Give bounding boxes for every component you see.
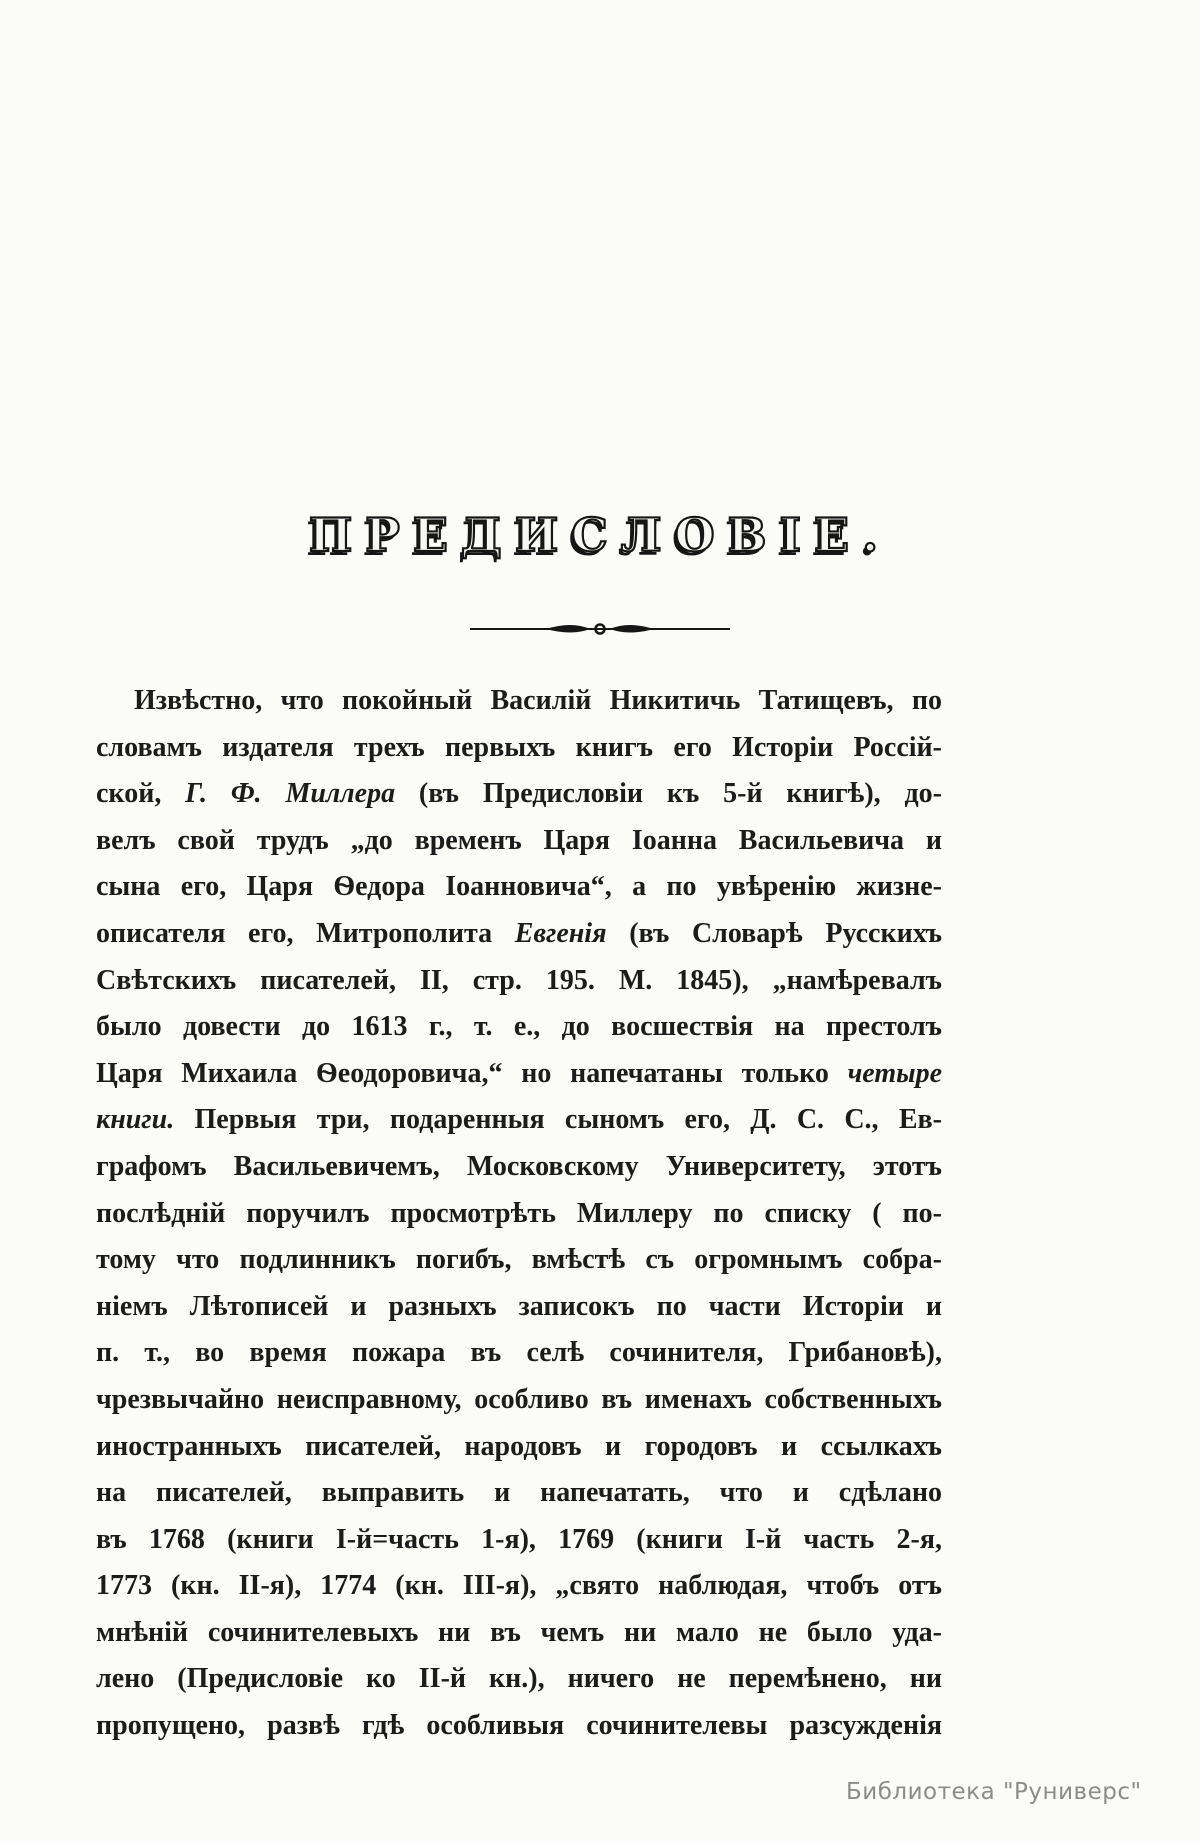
text-line bbox=[96, 1051, 942, 1098]
text-line bbox=[96, 771, 942, 818]
text-segment: пропущено, развѣ гдѣ особливыя сочинителевы разсужденія bbox=[96, 1710, 942, 1742]
text-line bbox=[96, 1424, 942, 1471]
text-line bbox=[96, 818, 942, 865]
text-line bbox=[96, 1517, 942, 1564]
text-segment: на писателей, выправить и напечатать, что и сдѣлано bbox=[96, 1477, 942, 1509]
text-segment: тому что подлинникъ погибъ, вмѣстѣ съ огромнымъ собра- bbox=[96, 1244, 942, 1276]
text-segment: сына его, Царя Ѳедора Іоанновича“, а по увѣренію жизне- bbox=[96, 871, 942, 903]
text-segment: 1773 (кн. II-я), 1774 (кн. III-я), „свято наблюдая, чтобъ отъ bbox=[96, 1570, 942, 1602]
text-line bbox=[96, 1097, 942, 1144]
text-segment: Свѣтскихъ писателей, II, стр. 195. М. 1845), „намѣревалъ bbox=[96, 964, 942, 996]
text-line bbox=[96, 1703, 942, 1750]
text-segment: (въ Словарѣ Русскихъ bbox=[606, 917, 942, 949]
preface-paragraph bbox=[96, 678, 942, 1750]
text-segment: словамъ издателя трехъ первыхъ книгъ его Исторіи Россій- bbox=[96, 731, 942, 763]
text-segment: описателя его, Митрополита bbox=[96, 917, 515, 949]
text-line bbox=[96, 1377, 942, 1424]
text-line bbox=[96, 864, 942, 911]
italic-text-segment: книги. bbox=[96, 1104, 175, 1136]
text-line bbox=[96, 1610, 942, 1657]
text-segment: лено (Предисловіе ко II-й кн.), ничего не перемѣнено, ни bbox=[96, 1663, 942, 1695]
text-line bbox=[96, 958, 942, 1005]
divider-ornament-icon bbox=[450, 616, 750, 642]
italic-text-segment: Г. Ф. Миллера bbox=[185, 778, 396, 810]
text-line bbox=[96, 725, 942, 772]
text-line bbox=[96, 1330, 942, 1377]
text-segment: въ 1768 (книги I-й=часть 1-я), 1769 (книги I-й часть 2-я, bbox=[96, 1523, 942, 1555]
text-segment: послѣдній поручилъ просмотрѣть Миллеру по списку ( по- bbox=[96, 1197, 942, 1229]
text-segment: Царя Михаила Ѳеодоровича,“ но напечатаны только bbox=[96, 1057, 848, 1089]
text-line bbox=[96, 1470, 942, 1517]
text-segment: мнѣній сочинителевыхъ ни въ чемъ ни мало не было уда- bbox=[96, 1616, 942, 1648]
text-line bbox=[96, 1191, 942, 1238]
text-segment: было довести до 1613 г., т. е., до восшествія на престолъ bbox=[96, 1011, 942, 1043]
text-line bbox=[96, 1144, 942, 1191]
text-line bbox=[96, 678, 942, 725]
text-segment: п. т., во время пожара въ селѣ сочинителя, Грибановѣ), bbox=[96, 1337, 942, 1369]
page-title: ПРЕДИСЛОВІЕ. bbox=[308, 508, 892, 562]
text-line bbox=[96, 1237, 942, 1284]
italic-text-segment: четыре bbox=[847, 1057, 942, 1089]
text-segment: иностранныхъ писателей, народовъ и городовъ и ссылкахъ bbox=[96, 1430, 942, 1462]
text-line bbox=[96, 1284, 942, 1331]
page-title-row bbox=[0, 508, 1200, 562]
text-line bbox=[96, 1004, 942, 1051]
section-divider bbox=[0, 616, 1200, 647]
text-line bbox=[96, 1656, 942, 1703]
italic-text-segment: Евгенія bbox=[514, 917, 607, 949]
text-segment: ніемъ Лѣтописей и разныхъ записокъ по части Исторіи и bbox=[96, 1290, 942, 1322]
text-line bbox=[96, 1563, 942, 1610]
text-segment: Первыя три, подаренныя сыномъ его, Д. С. С., Ев- bbox=[174, 1104, 942, 1136]
text-segment: велъ свой трудъ „до временъ Царя Іоанна Васильевича и bbox=[96, 824, 942, 856]
text-segment: ской, bbox=[96, 778, 186, 810]
text-segment: чрезвычайно неисправному, особливо въ именахъ собственныхъ bbox=[96, 1383, 942, 1415]
text-segment: Извѣстно, что покойный Василій Никитичь Татищевъ, по bbox=[134, 685, 942, 716]
text-segment: (въ Предисловіи къ 5-й книгѣ), до- bbox=[395, 778, 942, 810]
watermark: Библиотека "Руниверс" bbox=[846, 1779, 1142, 1805]
text-line bbox=[96, 911, 942, 958]
text-segment: графомъ Васильевичемъ, Московскому Университету, этотъ bbox=[96, 1150, 942, 1182]
